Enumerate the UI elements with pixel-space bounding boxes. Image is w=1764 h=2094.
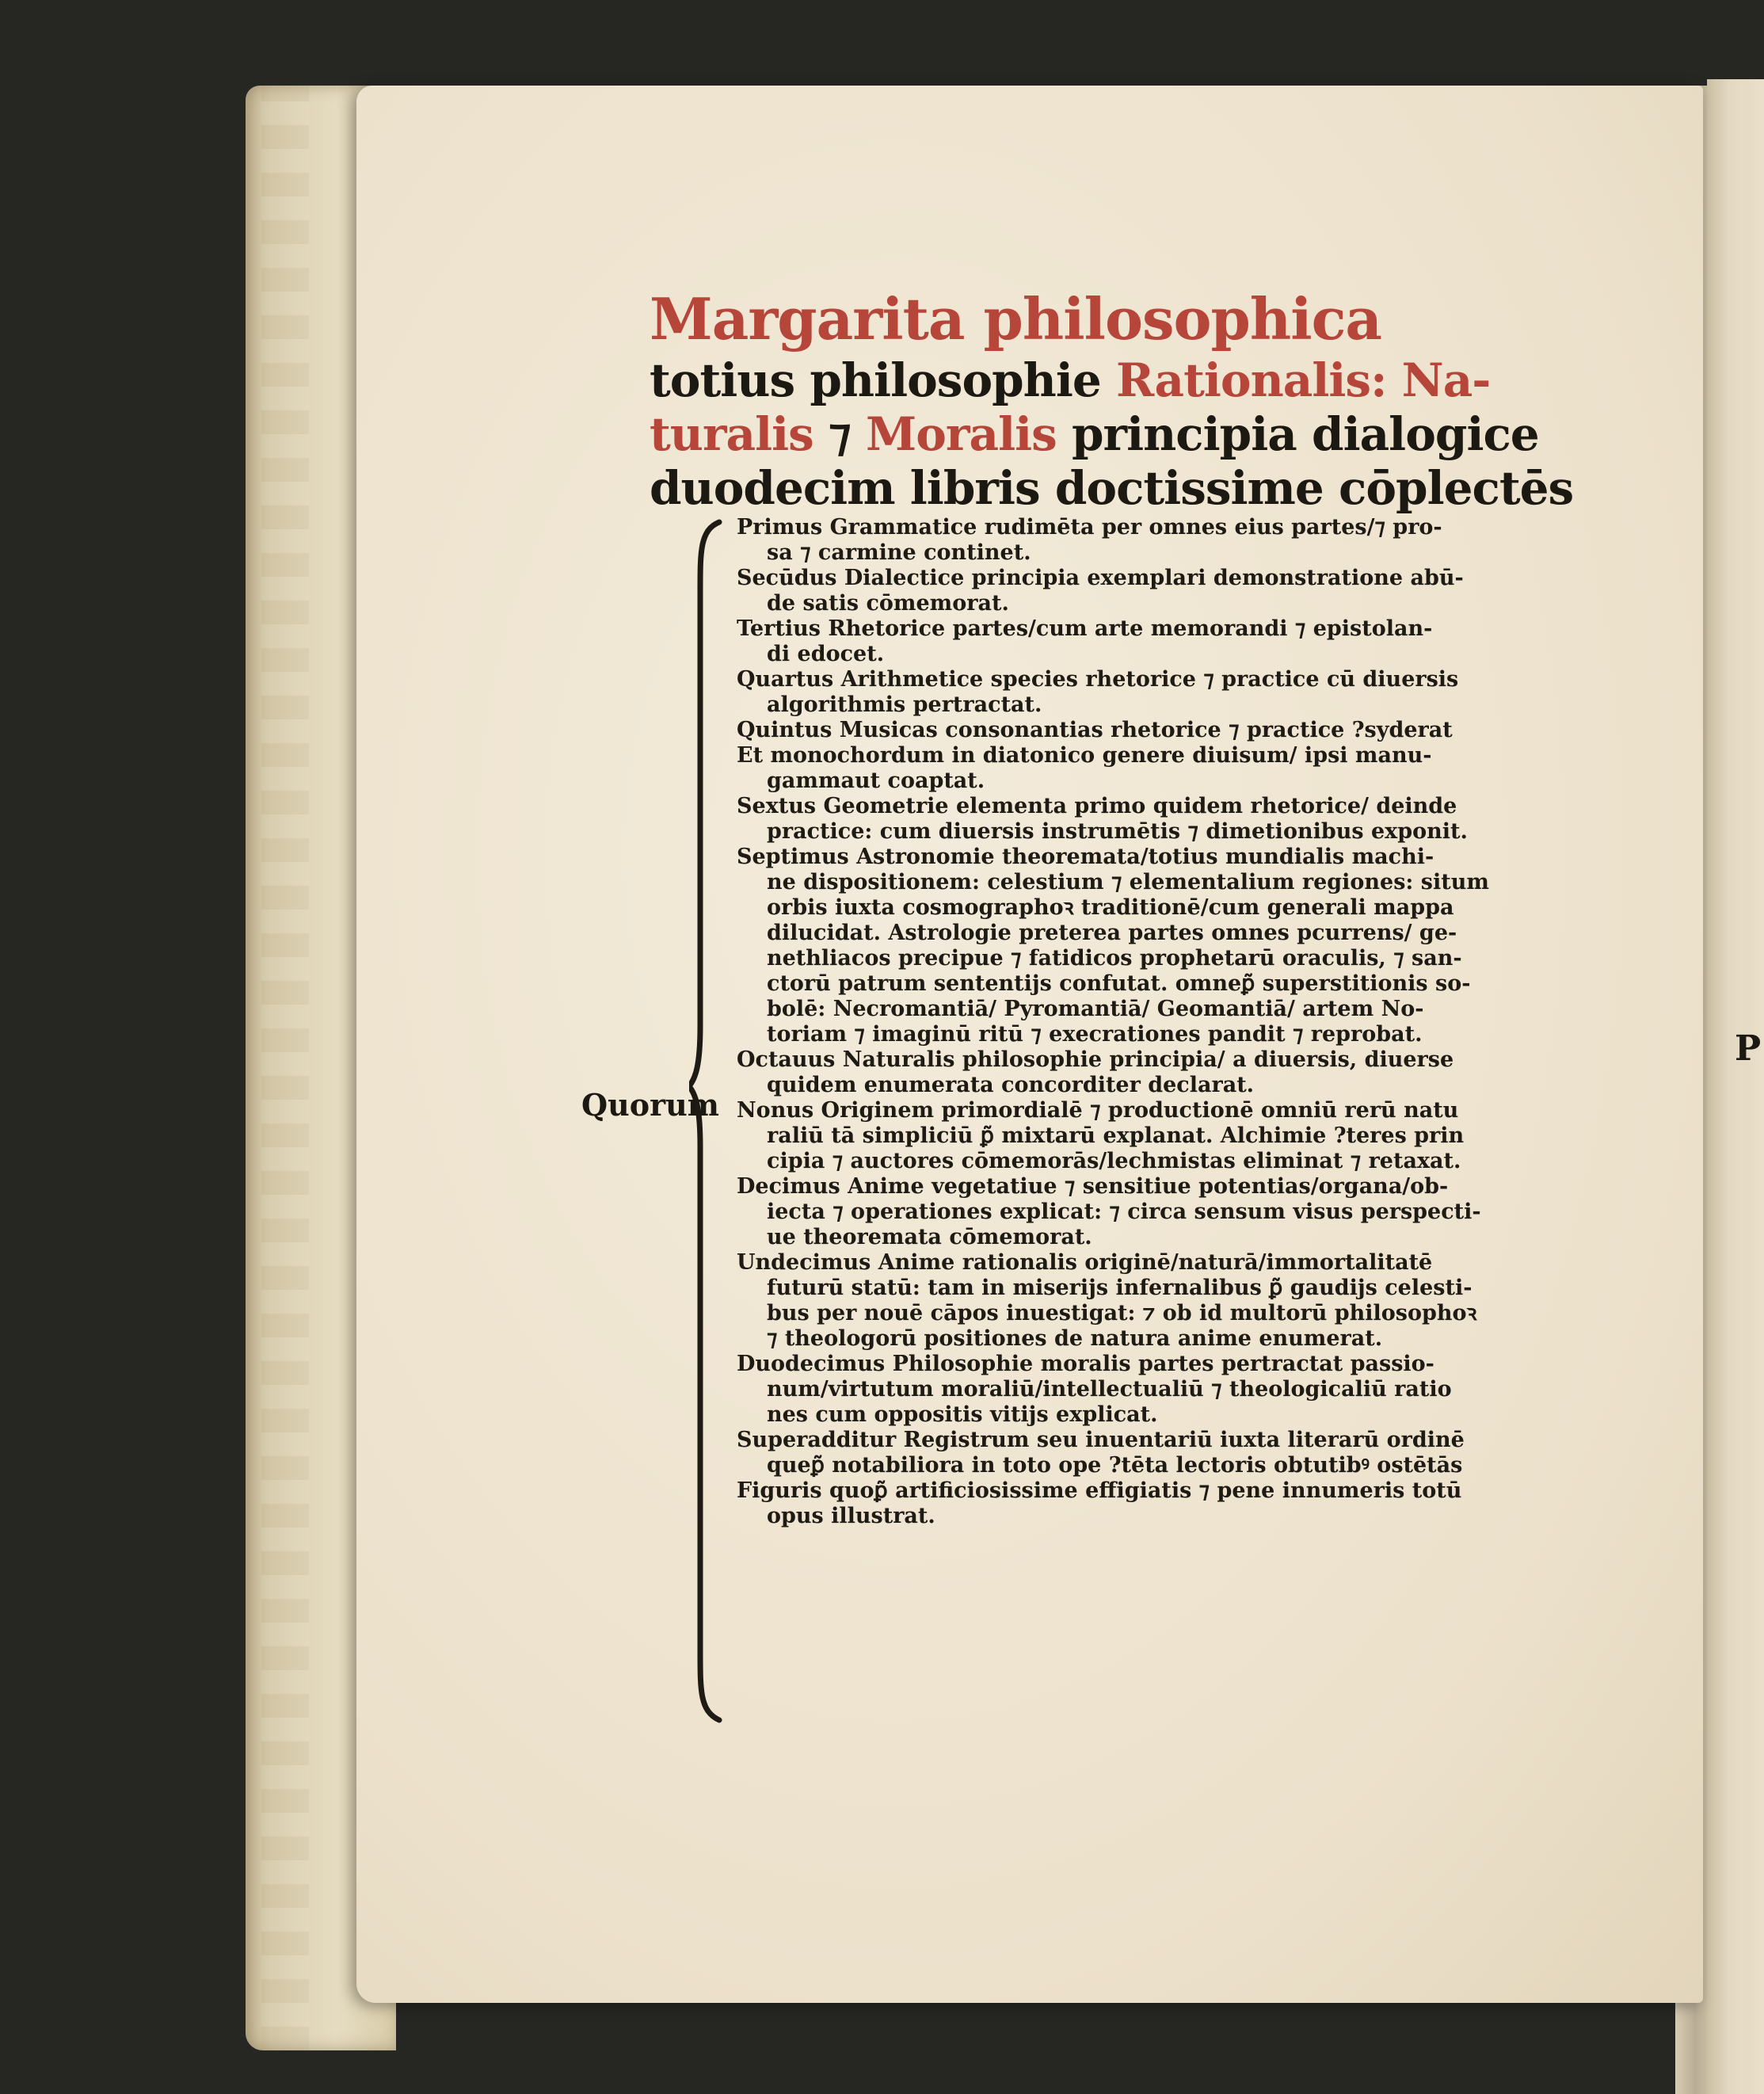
- title-naturalis: turalis: [650, 407, 813, 461]
- facing-page-mark: P: [1735, 1028, 1762, 1069]
- title-line-2-text: totius philosophie: [650, 353, 1116, 407]
- contents-line: dilucidat. Astrologie preterea partes omnes pcurrens/ ge-: [767, 921, 1457, 945]
- contents-line: orbis iuxta cosmographoꝛ traditionē/cum generali mappa: [767, 895, 1454, 920]
- contents-line: gammaut coaptat.: [767, 769, 985, 793]
- contents-line: ⁊ theologorū positiones de natura anime enumerat.: [767, 1326, 1383, 1351]
- contents-line: num/virtutum moraliū/intellectualiū ⁊ theologicaliū ratio: [767, 1377, 1452, 1402]
- contents-line: cipia ⁊ auctores cōmemorās/lechmistas eliminat ⁊ retaxat.: [767, 1149, 1461, 1173]
- contents-line: Decimus Anime vegetatiue ⁊ sensitiue potentias/organa/ob-: [737, 1174, 1449, 1199]
- contents-line: Undecimus Anime rationalis originē/naturā/immortalitatē: [737, 1250, 1433, 1275]
- contents-line: iecta ⁊ operationes explicat: ⁊ circa sensum visus perspecti-: [767, 1200, 1481, 1224]
- contents-line: nethliacos precipue ⁊ fatidicos prophetarū oraculis, ⁊ san-: [767, 946, 1462, 971]
- contents-line: practice: cum diuersis instrumētis ⁊ dimetionibus exponit.: [767, 819, 1468, 844]
- contents-line: opus illustrat.: [767, 1504, 935, 1528]
- contents-line: Primus Grammatice rudimēta per omnes eius partes/⁊ pro-: [737, 515, 1442, 540]
- contents-line: ne dispositionem: celestium ⁊ elementalium regiones: situm: [767, 870, 1489, 894]
- contents-line: algorithmis pertractat.: [767, 692, 1042, 717]
- contents-line: ctorū patrum sententijs confutat. omneꝑ̃ superstitionis so-: [767, 971, 1471, 996]
- contents-line: ue theoremata cōmemorat.: [767, 1225, 1092, 1249]
- title-line-3-text: principia dialogice: [1056, 407, 1539, 461]
- contents-line: queꝑ̃ notabiliora in toto ope ?tēta lectoris obtutibꝰ ostētās: [767, 1453, 1463, 1478]
- contents-line: sa ⁊ carmine continet.: [767, 540, 1031, 565]
- contents-line: bolē: Necromantiā/ Pyromantiā/ Geomantiā/ artem No-: [767, 997, 1424, 1021]
- contents-line: Quartus Arithmetice species rhetorice ⁊ practice cū diuersis: [737, 667, 1459, 692]
- book-contents-list: [737, 515, 1489, 1529]
- contents-line: di edocet.: [767, 642, 885, 666]
- contents-line: nes cum oppositis vitijs explicat.: [767, 1402, 1158, 1427]
- contents-line: quidem enumerata concorditer declarat.: [767, 1073, 1255, 1097]
- title-block: [650, 285, 1574, 515]
- title-line-1: Margarita philosophica: [650, 285, 1382, 353]
- title-moralis: Moralis: [866, 407, 1057, 461]
- contents-line: raliū tā simpliciū ꝑ̃ mixtarū explanat. Alchimie ?teres prin: [767, 1123, 1465, 1148]
- contents-line: Duodecimus Philosophie moralis partes pertractat passio-: [737, 1352, 1434, 1376]
- contents-line: Nonus Originem primordialē ⁊ productionē omniū rerū natu: [737, 1098, 1459, 1123]
- contents-line: Superadditur Registrum seu inuentariū iuxta literarū ordinē: [737, 1428, 1465, 1452]
- contents-line: Septimus Astronomie theoremata/totius mundialis machi-: [737, 845, 1434, 869]
- contents-line: Quintus Musicas consonantias rhetorice ⁊ practice ?syderat: [737, 718, 1453, 742]
- quorum-label: Quorum: [581, 1087, 719, 1123]
- contents-line: Tertius Rhetorice partes/cum arte memorandi ⁊ epistolan-: [737, 616, 1433, 641]
- facing-page-edge: [1707, 79, 1764, 2094]
- contents-line: Figuris quoꝑ̃ artificiosissime effigiatis ⁊ pene innumeris totū: [737, 1478, 1462, 1503]
- contents-line: Octauus Naturalis philosophie principia/ a diuersis, diuerse: [737, 1047, 1454, 1072]
- title-line-2: [650, 353, 1491, 407]
- contents-line: bus per nouē cāpos inuestigat: ⁊ ob id multorū philosophoꝛ: [767, 1301, 1477, 1325]
- title-line-3: [650, 407, 1539, 461]
- contents-line: de satis cōmemorat.: [767, 591, 1009, 616]
- contents-line: toriam ⁊ imaginū ritū ⁊ execrationes pandit ⁊ reprobat.: [767, 1022, 1423, 1047]
- contents-line: Secūdus Dialectice principia exemplari demonstratione abū-: [737, 566, 1464, 590]
- title-conjunction: ⁊: [813, 407, 867, 461]
- title-line-4: duodecim libris doctissime cōplectēs: [650, 461, 1574, 515]
- contents-line: Et monochordum in diatonico genere diuisum/ ipsi manu-: [737, 743, 1432, 768]
- contents-line: futurū statū: tam in miserijs infernalibus ꝑ̃ gaudijs celesti-: [767, 1276, 1473, 1300]
- contents-line: Sextus Geometrie elementa primo quidem rhetorice/ deinde: [737, 794, 1457, 818]
- title-rationalis: Rationalis: Na-: [1115, 353, 1491, 407]
